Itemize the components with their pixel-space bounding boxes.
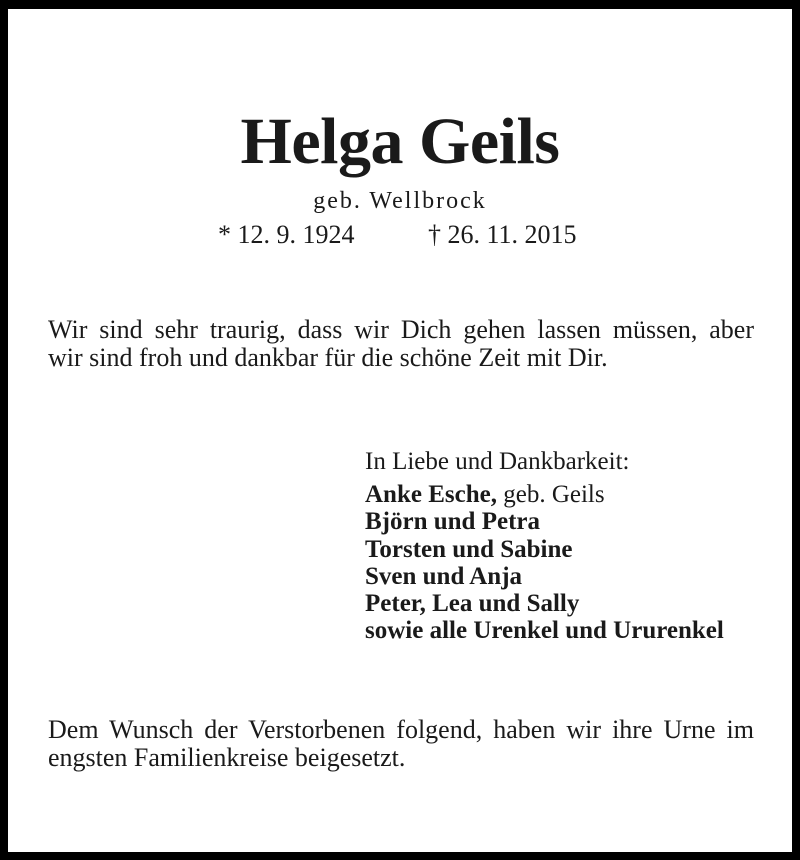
mourner-name: sowie alle Urenkel und Ururenkel: [365, 617, 724, 645]
mourner-name: Peter, Lea und Sally: [365, 590, 580, 618]
birth-date: * 12. 9. 1924: [218, 220, 355, 249]
mourner-entry: [365, 590, 724, 617]
deceased-name: Helga Geils: [240, 105, 560, 178]
mourner-name: Anke Esche,: [365, 481, 497, 509]
mourner-entry: [365, 508, 724, 535]
dedication-line: wir sind froh und dankbar für die schöne Zeit mit Dir.: [48, 343, 608, 372]
mourner-name: Björn und Petra: [365, 508, 540, 536]
death-date: † 26. 11. 2015: [428, 220, 577, 249]
closing-line: engsten Familienkreise beigesetzt.: [48, 743, 406, 772]
mourner-name: Sven und Anja: [365, 562, 523, 590]
closing-text: [48, 716, 754, 772]
birth-name: geb. Wellbrock: [313, 188, 487, 214]
dedication-line: Wir sind sehr traurig, dass wir Dich gehen lassen müssen, aber: [48, 315, 754, 344]
mourner-note: geb. Geils: [496, 481, 605, 509]
mourner-entry: [365, 481, 724, 508]
mourners-block: [365, 448, 724, 644]
mourner-entry: [365, 536, 724, 563]
mourners-intro: In Liebe und Dankbarkeit:: [365, 448, 630, 475]
mourner-entry: [365, 563, 724, 590]
closing-line: Dem Wunsch der Verstorbenen folgend, haben wir ihre Urne im: [48, 715, 754, 744]
mourner-entry: [365, 617, 724, 644]
dedication-text: [48, 316, 754, 372]
mourner-name: Torsten und Sabine: [365, 535, 573, 563]
